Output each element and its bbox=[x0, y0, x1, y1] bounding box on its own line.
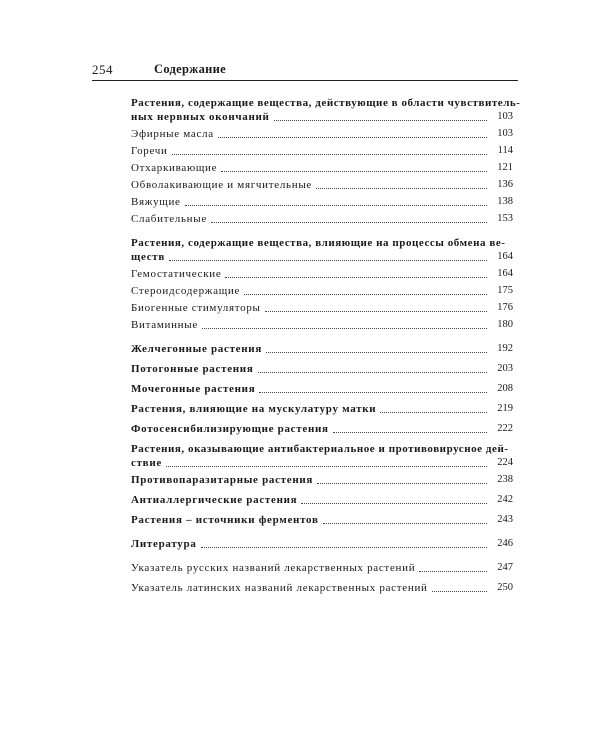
dot-leader bbox=[316, 188, 487, 189]
toc-entry-title: Указатель русских названий лекарственных растений bbox=[131, 562, 416, 574]
toc-entry[interactable] bbox=[131, 402, 513, 416]
toc-page-number: 247 bbox=[497, 562, 513, 573]
dot-leader bbox=[169, 260, 487, 261]
toc-page-number: 246 bbox=[497, 538, 513, 549]
toc-entry[interactable] bbox=[131, 473, 513, 487]
toc-page-number: 242 bbox=[497, 494, 513, 505]
toc-entry[interactable] bbox=[131, 513, 513, 527]
toc-page-number: 103 bbox=[497, 128, 513, 139]
dot-leader bbox=[221, 171, 487, 172]
toc-entry[interactable] bbox=[131, 493, 513, 507]
toc-entry[interactable] bbox=[131, 267, 513, 281]
toc-entry-title-line1: Растения, содержащие вещества, влияющие на процессы обмена ве- bbox=[131, 237, 506, 249]
toc-entry-title: ных нервных окончаний bbox=[131, 111, 270, 123]
toc-entry-title: Биогенные стимуляторы bbox=[131, 302, 261, 314]
toc-page-number: 153 bbox=[497, 213, 513, 224]
dot-leader bbox=[218, 137, 487, 138]
page-number: 254 bbox=[92, 62, 113, 77]
toc-entry[interactable] bbox=[131, 422, 513, 436]
toc-entry[interactable] bbox=[131, 212, 513, 226]
toc-entry-title: Гемостатические bbox=[131, 268, 222, 280]
page-title: Содержание bbox=[154, 62, 227, 76]
dot-leader bbox=[333, 432, 487, 433]
dot-leader bbox=[259, 392, 487, 393]
dot-leader bbox=[185, 205, 487, 206]
dot-leader bbox=[172, 154, 487, 155]
toc-page-number: 238 bbox=[497, 474, 513, 485]
toc-page-number: 121 bbox=[497, 162, 513, 173]
toc-entry-title: Стероидсодержащие bbox=[131, 285, 241, 297]
toc-entry[interactable] bbox=[131, 301, 513, 315]
toc-entry-title: ществ bbox=[131, 251, 166, 263]
dot-leader bbox=[202, 328, 487, 329]
toc-entry[interactable] bbox=[131, 362, 513, 376]
dot-leader bbox=[323, 523, 487, 524]
dot-leader bbox=[432, 591, 487, 592]
toc-entry[interactable] bbox=[131, 127, 513, 141]
toc-entry-multiline[interactable] bbox=[131, 236, 513, 264]
toc-entry-title: Вяжущие bbox=[131, 196, 181, 208]
page-header bbox=[92, 60, 518, 81]
dot-leader bbox=[274, 120, 487, 121]
toc-page-number: 138 bbox=[497, 196, 513, 207]
toc-page-number: 164 bbox=[497, 251, 513, 262]
toc-entry[interactable] bbox=[131, 144, 513, 158]
toc-entry-title: Литература bbox=[131, 538, 197, 550]
toc-entry-title: Растения – источники ферментов bbox=[131, 514, 319, 526]
toc-entry-title: Горечи bbox=[131, 145, 168, 157]
toc-page-number: 176 bbox=[497, 302, 513, 313]
dot-leader bbox=[419, 571, 487, 572]
toc-page-number: 222 bbox=[497, 423, 513, 434]
toc-entry-title: Слабительные bbox=[131, 213, 207, 225]
dot-leader bbox=[166, 466, 487, 467]
toc-page-number: 114 bbox=[497, 145, 513, 156]
toc-page-number: 136 bbox=[497, 179, 513, 190]
toc-entry-multiline[interactable] bbox=[131, 442, 513, 470]
toc-page-number: 203 bbox=[497, 363, 513, 374]
dot-leader bbox=[201, 547, 487, 548]
toc-entry-title: Антиаллергические растения bbox=[131, 494, 298, 506]
dot-leader bbox=[380, 412, 487, 413]
toc-entry-title: ствие bbox=[131, 457, 162, 469]
toc-page-number: 243 bbox=[497, 514, 513, 525]
toc-entry-title: Мочегонные растения bbox=[131, 383, 256, 395]
toc-page-number: 103 bbox=[497, 111, 513, 122]
toc-entry-title: Эфирные масла bbox=[131, 128, 214, 140]
toc-entry[interactable] bbox=[131, 581, 513, 595]
dot-leader bbox=[258, 372, 488, 373]
dot-leader bbox=[211, 222, 487, 223]
toc-page-number: 250 bbox=[497, 582, 513, 593]
toc-page-number: 180 bbox=[497, 319, 513, 330]
dot-leader bbox=[225, 277, 487, 278]
toc-page-number: 208 bbox=[497, 383, 513, 394]
toc-entry[interactable] bbox=[131, 161, 513, 175]
toc-entry[interactable] bbox=[131, 318, 513, 332]
toc-entry-title: Указатель латинских названий лекарственных растений bbox=[131, 582, 428, 594]
toc-entry[interactable] bbox=[131, 382, 513, 396]
toc-entry[interactable] bbox=[131, 561, 513, 575]
table-of-contents bbox=[131, 96, 521, 595]
toc-page-number: 175 bbox=[497, 285, 513, 296]
toc-page-number: 164 bbox=[497, 268, 513, 279]
toc-entry[interactable] bbox=[131, 284, 513, 298]
toc-entry-title: Фотосенсибилизирующие растения bbox=[131, 423, 329, 435]
dot-leader bbox=[265, 311, 487, 312]
dot-leader bbox=[317, 483, 487, 484]
toc-entry-title: Витаминные bbox=[131, 319, 198, 331]
toc-entry-title-line1: Растения, содержащие вещества, действующие в области чувствитель- bbox=[131, 97, 521, 109]
toc-entry-title: Растения, влияющие на мускулатуру матки bbox=[131, 403, 377, 415]
toc-entry-title: Противопаразитарные растения bbox=[131, 474, 314, 486]
toc-page-number: 224 bbox=[497, 457, 513, 468]
toc-entry-title: Обволакивающие и мягчительные bbox=[131, 179, 312, 191]
toc-page-number: 219 bbox=[497, 403, 513, 414]
dot-leader bbox=[301, 503, 487, 504]
toc-entry-multiline[interactable] bbox=[131, 96, 521, 124]
toc-entry[interactable] bbox=[131, 537, 513, 551]
dot-leader bbox=[266, 352, 487, 353]
toc-entry-title: Желчегонные растения bbox=[131, 343, 262, 355]
toc-entry[interactable] bbox=[131, 342, 513, 356]
toc-entry-title: Потогонные растения bbox=[131, 363, 254, 375]
toc-entry-title-line1: Растения, оказывающие антибактериальное и противовирусное дей- bbox=[131, 443, 509, 455]
toc-entry[interactable] bbox=[131, 178, 513, 192]
toc-entry[interactable] bbox=[131, 195, 513, 209]
toc-entry-title: Отхаркивающие bbox=[131, 162, 218, 174]
toc-page-number: 192 bbox=[497, 343, 513, 354]
dot-leader bbox=[244, 294, 487, 295]
